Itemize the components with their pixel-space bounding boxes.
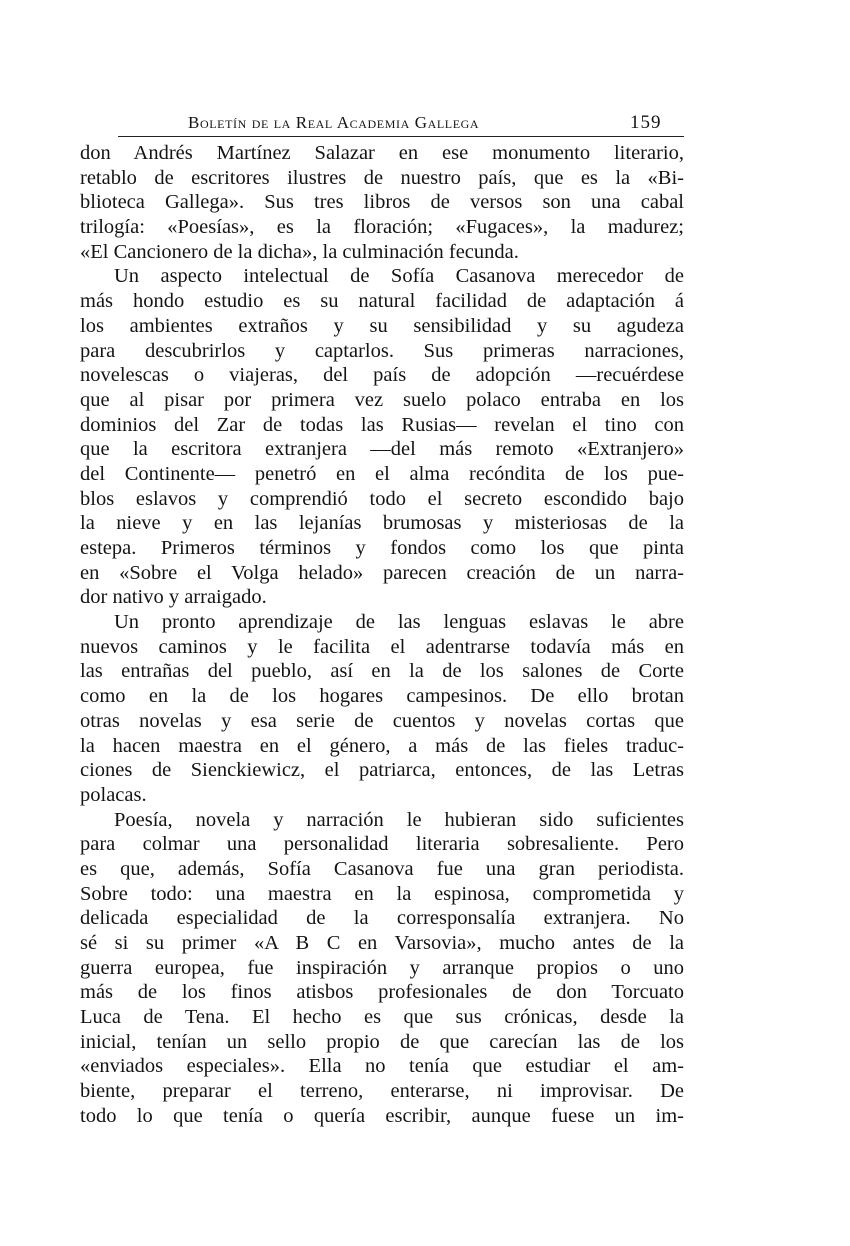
text-line: «El Cancionero de la dicha», la culminación fecunda. — [80, 240, 519, 263]
running-header — [118, 113, 684, 137]
text-line: del Continente— penetró en el alma recóndita de los pue- — [80, 462, 684, 485]
text-line: «enviados especiales». Ella no tenía que estudiar el am- — [80, 1055, 684, 1078]
text-line: los ambientes extraños y su sensibilidad y su agudeza — [80, 314, 684, 337]
header-rule — [118, 136, 684, 137]
text-line: que al pisar por primera vez suelo polaco entraba en los — [80, 388, 684, 411]
text-line: biente, preparar el terreno, enterarse, ni improvisar. De — [80, 1080, 684, 1103]
text-line: las entrañas del pueblo, así en la de los salones de Corte — [80, 660, 684, 683]
text-line: para colmar una personalidad literaria sobresaliente. Pero — [80, 833, 684, 856]
text-line: la hacen maestra en el género, a más de las fieles traduc- — [80, 734, 684, 757]
text-line: Poesía, novela y narración le hubieran sido suficientes — [114, 808, 684, 831]
text-line: en «Sobre el Volga helado» parecen creación de un narra- — [80, 561, 684, 584]
text-line: polacas. — [80, 783, 147, 806]
text-line: inicial, tenían un sello propio de que carecían las de los — [80, 1030, 684, 1053]
text-line: Luca de Tena. El hecho es que sus crónicas, desde la — [80, 1006, 684, 1029]
text-line: dominios del Zar de todas las Rusias— revelan el tino con — [80, 413, 684, 436]
text-line: retablo de escritores ilustres de nuestro país, que es la «Bi- — [80, 166, 684, 189]
text-line: todo lo que tenía o quería escribir, aunque fuese un im- — [80, 1104, 684, 1127]
text-line: es que, además, Sofía Casanova fue una gran periodista. — [80, 857, 684, 880]
text-line: Un aspecto intelectual de Sofía Casanova merecedor de — [114, 265, 684, 288]
text-line: novelescas o viajeras, del país de adopción —recuérdese — [80, 364, 684, 387]
text-line: dor nativo y arraigado. — [80, 586, 267, 609]
page-number: 159 — [630, 112, 662, 133]
text-line: Un pronto aprendizaje de las lenguas eslavas le abre — [114, 611, 684, 634]
text-line: la nieve y en las lejanías brumosas y misteriosas de la — [80, 512, 684, 535]
journal-title: Boletín de la Real Academia Gallega — [188, 113, 480, 132]
text-line: más de los finos atisbos profesionales de don Torcuato — [80, 981, 684, 1004]
text-line: ciones de Sienckiewicz, el patriarca, entonces, de las Letras — [80, 759, 684, 782]
text-line: estepa. Primeros términos y fondos como los que pinta — [80, 537, 684, 559]
text-line: guerra europea, fue inspiración y arranque propios o uno — [80, 956, 684, 979]
text-line: trilogía: «Poesías», es la floración; «Fugaces», la madurez; — [80, 216, 684, 239]
text-line: que la escritora extranjera —del más remoto «Extranjero» — [80, 438, 684, 461]
text-line: don Andrés Martínez Salazar en ese monumento literario, — [80, 142, 684, 164]
text-line: blioteca Gallega». Sus tres libros de versos son una cabal — [80, 191, 684, 214]
text-line: sé si su primer «A B C en Varsovia», mucho antes de la — [80, 932, 684, 954]
text-line: más hondo estudio es su natural facilidad de adaptación á — [80, 290, 684, 313]
text-line: para descubrirlos y captarlos. Sus primeras narraciones, — [80, 339, 684, 362]
text-line: nuevos caminos y le facilita el adentrarse todavía más en — [80, 635, 684, 658]
text-line: como en la de los hogares campesinos. De ello brotan — [80, 685, 684, 708]
text-line: blos eslavos y comprendió todo el secreto escondido bajo — [80, 487, 684, 510]
body-text — [80, 141, 684, 1129]
text-line: otras novelas y esa serie de cuentos y novelas cortas que — [80, 709, 684, 732]
text-line: delicada especialidad de la corresponsalía extranjera. No — [80, 907, 684, 930]
text-line: Sobre todo: una maestra en la espinosa, comprometida y — [80, 882, 684, 905]
